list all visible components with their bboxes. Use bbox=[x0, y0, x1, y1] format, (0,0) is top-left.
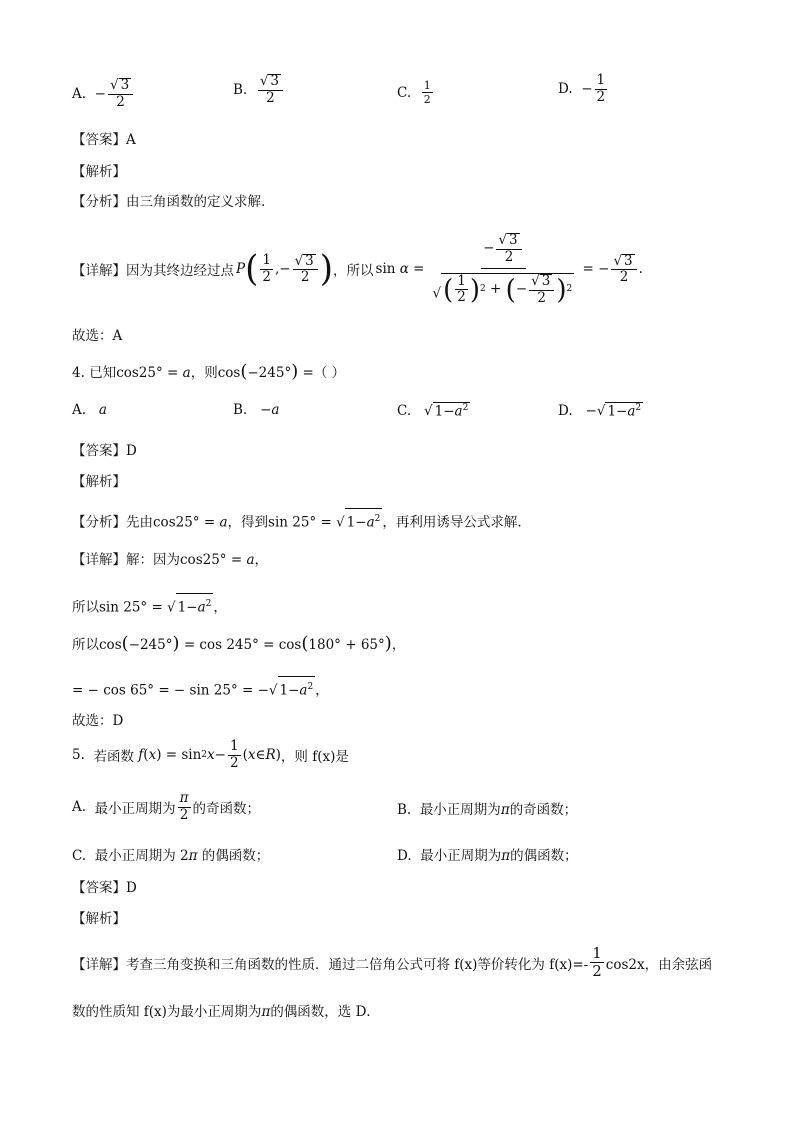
q4-option-c: C. √ $1-a^2$ bbox=[397, 402, 469, 420]
q5-option-a: A. 最小正周期为 $\frac{\pi}{2}$ 的奇函数； bbox=[72, 790, 261, 823]
q4-analysis-tag: 【解析】 bbox=[72, 474, 126, 490]
q4-step1: 所以sin 25° = √ $1-a^2$ ， bbox=[72, 593, 227, 618]
q3-fenxi: 【分析】由三角函数的定义求解. bbox=[72, 194, 266, 210]
q4-choose: 故选：D bbox=[72, 713, 124, 729]
q3-option-b: B. $\frac{√ 3}{2}$ bbox=[233, 74, 285, 105]
q5-answer: 【答案】D bbox=[72, 880, 137, 896]
q4-option-d: D. −√ $1-a^2$ bbox=[558, 402, 642, 420]
q5-option-c: C. 最小正周期为 2π 的偶函数； bbox=[72, 848, 270, 864]
q3-analysis-tag: 【解析】 bbox=[72, 164, 126, 180]
q3-option-d: D. − $\frac{1}{2}$ bbox=[558, 72, 606, 105]
q4-detail: 【详解】解：因为cos25° = a， bbox=[72, 552, 269, 568]
q3-detail: 【详解】 因为其终边经过点 P ( $\frac{1}{2}$ ,− $\frac{√ 3}{2}$ ) ，所以 sin α = − $\frac{√ 3}{2}$ √ ( $\frac{1}{2}$ ) 2 + ( − $\frac{√ 3}{2}$ ) 2 = − $\frac{√ 3}{2}$ . bbox=[72, 232, 643, 306]
q5-option-d: D. 最小正周期为π的偶函数； bbox=[397, 848, 578, 864]
q4-step3: = − cos 65° = − sin 25° = −√ $1-a^2$ ， bbox=[72, 676, 329, 701]
q3-option-a: A. − $\frac{√ 3}{2}$ bbox=[72, 78, 135, 109]
q5-detail-cont: 数的性质知 f(x)为最小正周期为π的偶函数，选 D． bbox=[72, 1004, 380, 1020]
q3-choose: 故选：A bbox=[72, 328, 123, 344]
q4-option-a: A. a bbox=[72, 402, 107, 418]
q3-option-c: C. $\frac{1}{2}$ bbox=[397, 79, 431, 106]
q5-analysis-tag: 【解析】 bbox=[72, 911, 126, 927]
q4-fenxi: 【分析】先由cos25° = a，得到sin 25° = √ $1-a^2$ ，再利用诱导公式求解. bbox=[72, 508, 522, 533]
q4-answer: 【答案】D bbox=[72, 443, 137, 459]
q4-step2: 所以cos(−245°) = cos 245° = cos(180° + 65°)， bbox=[72, 633, 406, 654]
q5-detail: 【详解】 考查三角变换和三角函数的性质．通过二倍角公式可将 f(x)等价转化为 f(x)=- $\frac{1}{2}$ cos2x，由余弦函 bbox=[72, 944, 713, 980]
q5-stem: 5. 若函数 f ( x ) = sin 2 x − $\frac{1}{2}$ ( x ∈ R ) ，则 f(x)是 bbox=[72, 738, 349, 771]
q5-option-b: B. 最小正周期为π的奇函数； bbox=[397, 802, 578, 818]
q3-answer: 【答案】A bbox=[72, 132, 136, 148]
q4-stem: 4. 已知cos25° = a，则cos(−245°) =（ ） bbox=[72, 361, 346, 382]
q4-option-b: B. − a bbox=[233, 402, 280, 418]
